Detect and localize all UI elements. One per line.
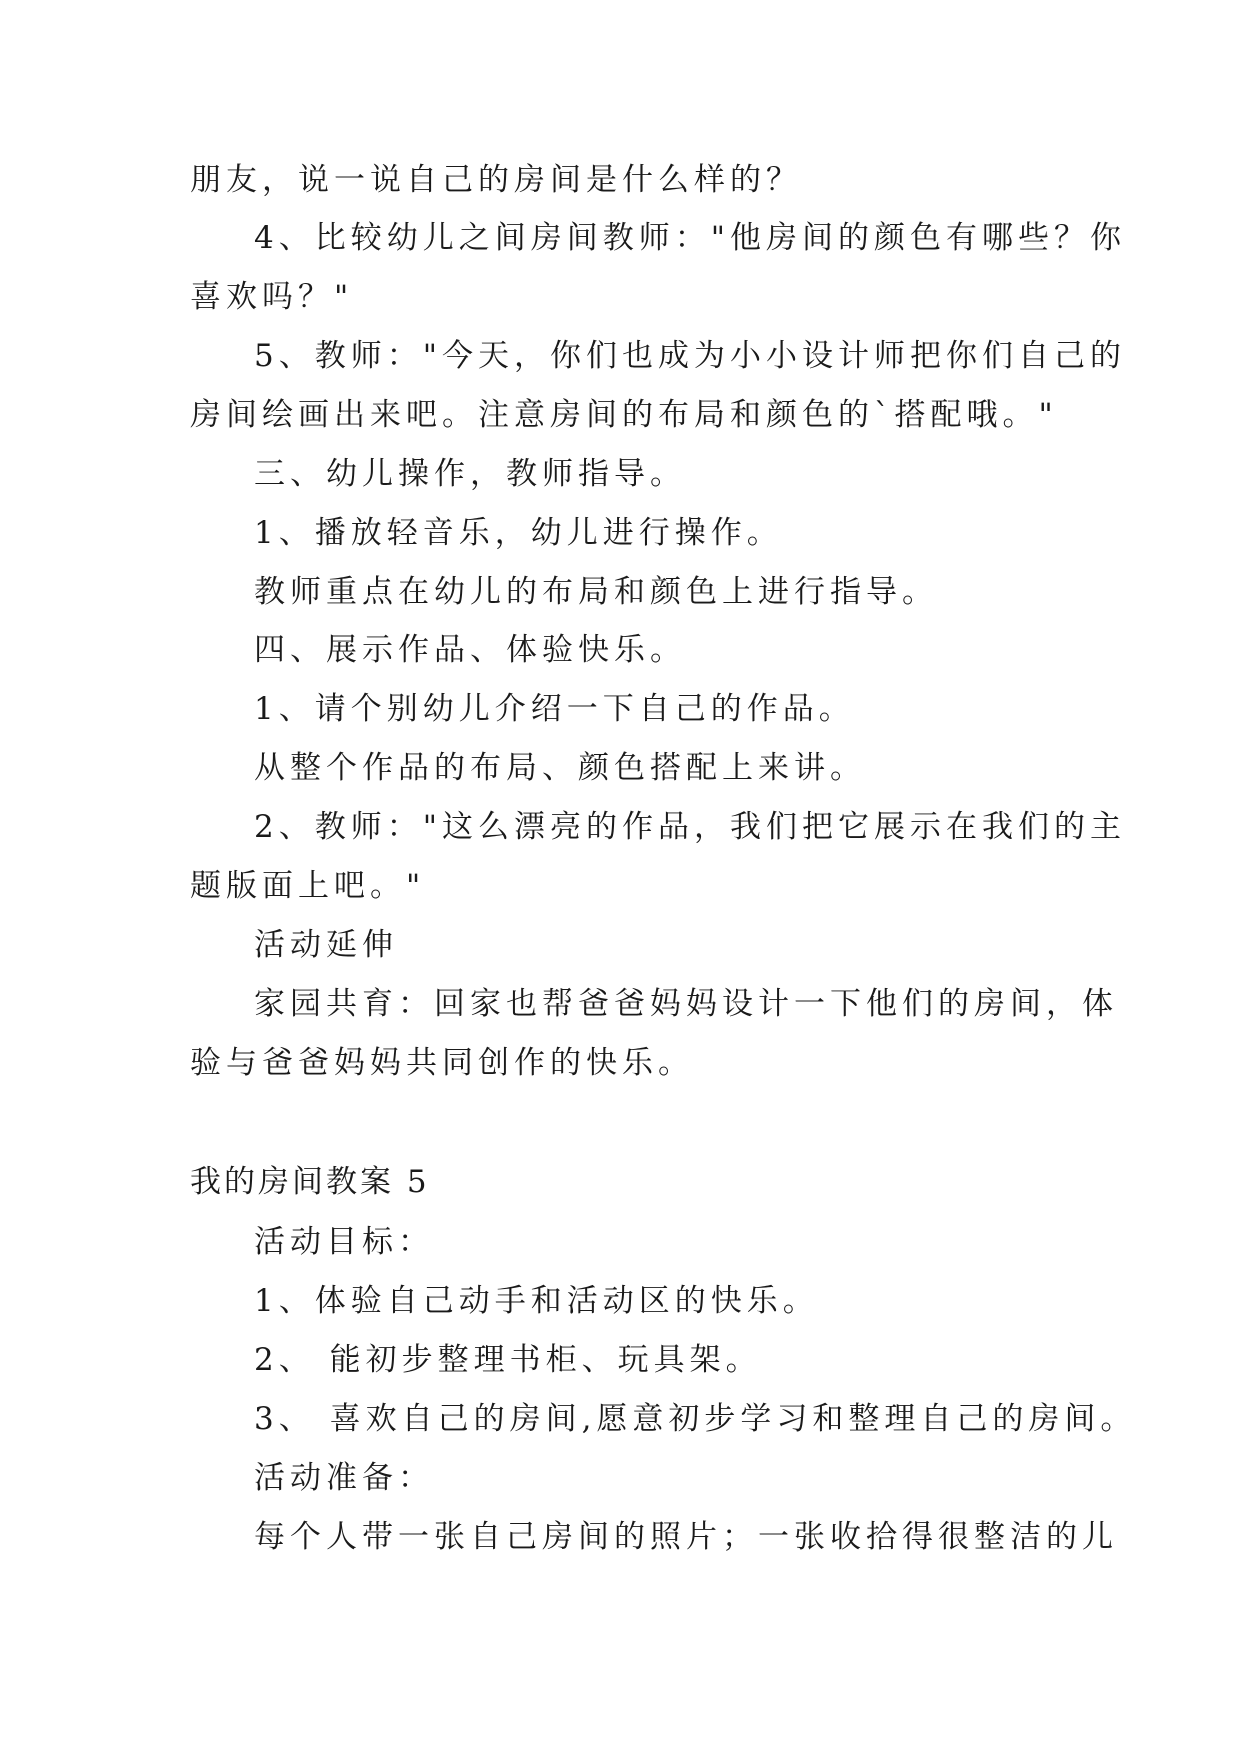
paragraph-line: 朋友，说一说自己的房间是什么样的？ (190, 162, 802, 198)
section-heading: 四、展示作品、体验快乐。 (254, 632, 686, 668)
section-heading: 活动准备： (254, 1460, 434, 1496)
paragraph-line: 验与爸爸妈妈共同创作的快乐。 (190, 1045, 694, 1081)
paragraph-line: 每个人带一张自己房间的照片；一张收拾得很整洁的儿 (254, 1519, 1118, 1555)
paragraph-line: 题版面上吧。" (190, 868, 426, 904)
paragraph-line: 1、播放轻音乐，幼儿进行操作。 (254, 515, 783, 551)
paragraph-line: 2、 能初步整理书柜、玩具架。 (254, 1342, 762, 1378)
paragraph-line: 从整个作品的布局、颜色搭配上来讲。 (254, 750, 866, 786)
document-title: 我的房间教案 5 (190, 1164, 430, 1200)
section-heading: 活动目标： (254, 1224, 434, 1260)
paragraph-line: 房间绘画出来吧。注意房间的布局和颜色的`搭配哦。" (190, 397, 1058, 433)
paragraph-line: 3、 喜欢自己的房间,愿意初步学习和整理自己的房间。 (254, 1401, 1137, 1437)
section-heading: 三、幼儿操作，教师指导。 (254, 456, 686, 492)
paragraph-line: 家园共育：回家也帮爸爸妈妈设计一下他们的房间，体 (254, 986, 1118, 1022)
paragraph-line: 2、教师："这么漂亮的作品，我们把它展示在我们的主 (254, 809, 1126, 845)
paragraph-line: 1、请个别幼儿介绍一下自己的作品。 (254, 691, 855, 727)
paragraph-line: 5、教师："今天，你们也成为小小设计师把你们自己的 (254, 338, 1126, 374)
paragraph-line: 喜欢吗？" (190, 279, 354, 315)
paragraph-line: 教师重点在幼儿的布局和颜色上进行指导。 (254, 574, 938, 610)
section-heading: 活动延伸 (254, 927, 398, 963)
paragraph-line: 4、比较幼儿之间房间教师："他房间的颜色有哪些？你 (254, 220, 1126, 256)
paragraph-line: 1、体验自己动手和活动区的快乐。 (254, 1283, 819, 1319)
